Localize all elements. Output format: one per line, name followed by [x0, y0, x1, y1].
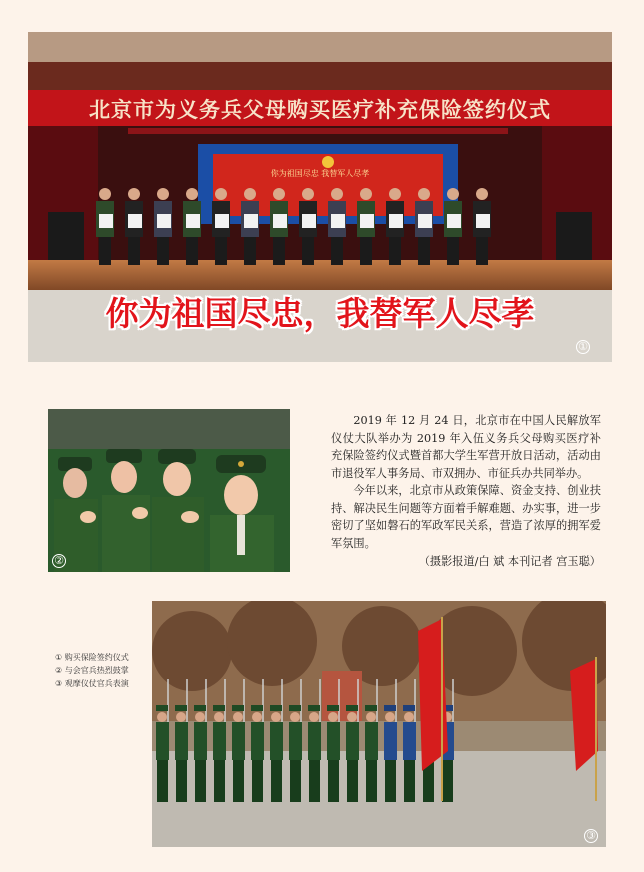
photo-applauding-soldiers [48, 409, 290, 572]
stage-backdrop-text: 你为祖国尽忠 我替军人尽孝 [270, 169, 370, 178]
caption-item: ③ 观摩仪仗官兵表演 [55, 679, 129, 688]
photo-number-badge: ② [52, 554, 66, 568]
banner-title: 北京市为义务兵父母购买医疗补充保险签约仪式 [89, 98, 551, 122]
photo-signing-ceremony [28, 32, 612, 362]
article-body [331, 412, 601, 571]
photo-honor-guard [152, 601, 606, 847]
parade-illustration [152, 601, 606, 847]
article-paragraph: 2019 年 12 月 24 日，北京市在中国人民解放军仪仗大队举办为 2019 年入伍义务兵父母购买医疗补充保险签约仪式暨首都大学生军营开放日活动，活动由市退役军人事务局、市双拥办、市征兵办共同举办。 [331, 414, 601, 480]
photo-number-badge: ① [576, 340, 590, 354]
slogan-headline: 你为祖国尽忠，我替军人尽孝 [105, 294, 535, 333]
soldiers-illustration [48, 409, 290, 572]
photo-captions [55, 651, 129, 690]
caption-item: ① 购买保险签约仪式 [55, 653, 129, 662]
photo-credit: （摄影报道/白 斌 本刊记者 宫玉聪） [418, 555, 601, 568]
photo-number-badge: ③ [584, 829, 598, 843]
article-paragraph: 今年以来，北京市从政策保障、资金支持、创业扶持、解决民生问题等方面着手解难题、办实事，进一步密切了坚如磐石的军政军民关系，营造了浓厚的拥军爱军氛围。 [331, 484, 601, 550]
caption-item: ② 与会官兵热烈鼓掌 [55, 666, 129, 675]
